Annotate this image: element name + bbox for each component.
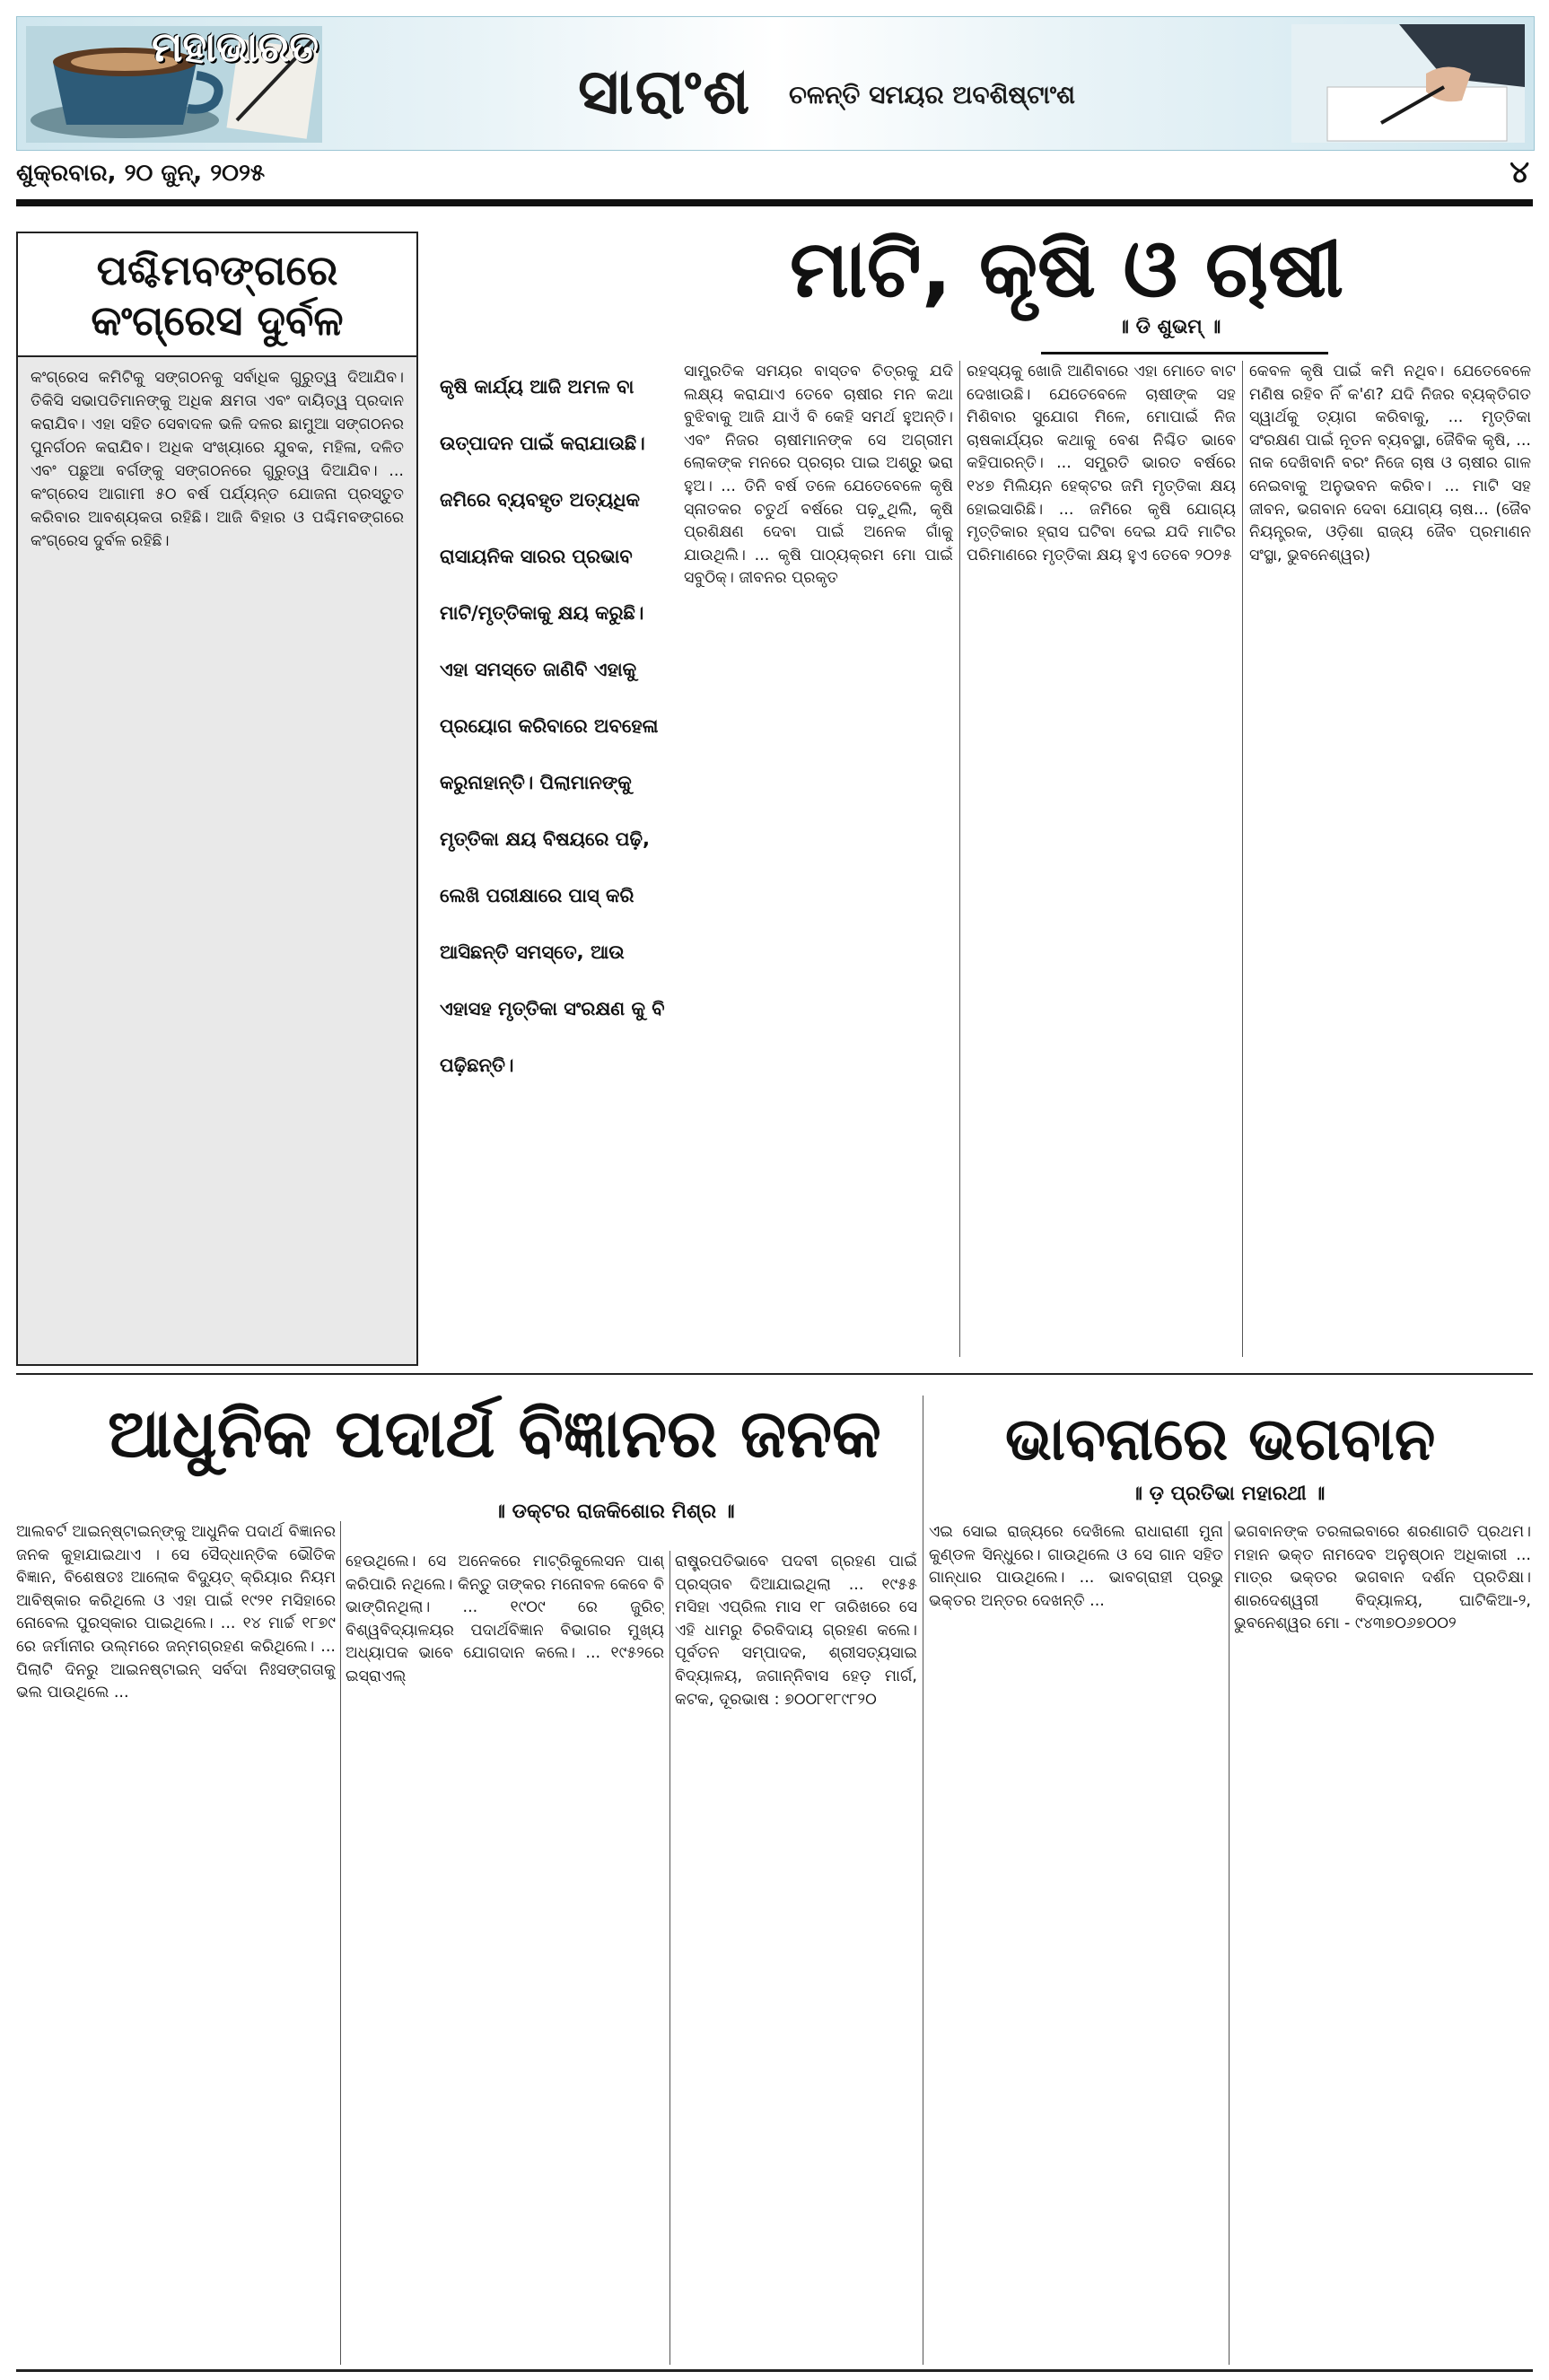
section-title: ସାରାଂଶ: [578, 55, 752, 128]
masthead-banner: [16, 16, 1535, 151]
article2-column-2: ହେଉଥିଲେ। ସେ ଅନେକରେ ମାଟ୍ରିକୁଲେସନ ପାଶ୍ କରିପାରି ନଥିଲେ। କିନ୍ତୁ ତାଙ୍କର ମନୋବଳ କେବେ ବି ଭାଙ୍ଗିନଥିଲା। ... ୧୯୦୯ ରେ ଜୁରିଚ୍ ବିଶ୍ୱବିଦ୍ୟାଳୟର ପଦାର୍ଥବିଜ୍ଞାନ ବିଭାଗର ମୁଖ୍ୟ ଅଧ୍ୟାପକ ଭାବେ ଯୋଗଦାନ କଲେ। ... ୧୯୫୨ରେ ଇସ୍ରାଏଲ୍: [346, 1553, 664, 1685]
brand-logo: ମହାଭାରତ: [152, 22, 319, 71]
article1-byline: ॥ ଡି ଶୁଭମ୍ ॥: [1117, 316, 1221, 338]
article2-byline: ॥ ଡକ୍ଟର ରାଜକିଶୋର ମିଶ୍ର ॥: [494, 1501, 735, 1523]
article1-credit: (ଜୈବ ନିୟନ୍ତ୍ରକ, ଓଡ଼ିଶା ରାଜ୍ୟ ଜୈବ ପ୍ରମାଣନ ସଂସ୍ଥା, ଭୁବନେଶ୍ୱର): [1249, 500, 1531, 564]
column-divider: [1242, 361, 1243, 1357]
article2-column-1: ଆଲବର୍ଟ ଆଇନ୍ଷ୍ଟାଇନ୍ଙ୍କୁ ଆଧୁନିକ ପଦାର୍ଥ ବିଜ୍ଞାନର ଜନକ କୁହାଯାଇଥାଏ । ସେ ସୈଦ୍ଧାନ୍ତିକ ଭୌତିକ ବିଜ୍ଞାନ, ବିଶେଷତଃ ଆଲୋକ ବିଦ୍ୟୁତ୍ କ୍ରିୟାର ନିୟମ ଆବିଷ୍କାର କରିଥିଲେ ଓ ଏହା ପାଇଁ ୧୯୨୧ ମସିହାରେ ନୋବେଲ ପୁରସ୍କାର ପାଇଥିଲେ। ... ୧୪ ମାର୍ଚ୍ଚ ୧୮୭୯ ରେ ଜର୍ମାନୀର ଉଲ୍ମରେ ଜନ୍ମଗ୍ରହଣ କରିଥିଲେ। ... ପିଲାଟି ଦିନରୁ ଆଇନଷ୍ଟାଇନ୍ ସର୍ବଦା ନିଃସଙ୍ଗତାକୁ ଭଲ ପାଉଥିଲେ ...: [16, 1523, 336, 1702]
article3-column-1: ଏଇ ସୋଇ ରାଜ୍ୟରେ ଦେଖିଲେ ରାଧାରାଣୀ ମୁନା କୁଣ୍ଡଳ ସିନ୍ଧୁରେ। ଗାଉଥିଲେ ଓ ସେ ଗାନ ସହିତ ଗାନ୍ଧାର ପାଉଥିଲେ। ... ଭାବଗ୍ରାହୀ ପ୍ରଭୁ ଭକ୍ତର ଅନ୍ତର ଦେଖନ୍ତି ...: [929, 1523, 1223, 1610]
header-rule: [16, 199, 1533, 206]
column-divider: [1229, 1521, 1230, 2365]
article1-pullquote: କୃଷି କାର୍ଯ୍ୟ ଆଜି ଅମଳ ବା ଉତ୍ପାଦନ ପାଇଁ କରାଯାଉଛି। ଜମିରେ ବ୍ୟବହୃତ ଅତ୍ୟଧିକ ରାସାୟନିକ ସାରର ପ୍ରଭାବ ମାଟି/ମୃତ୍ତିକାକୁ କ୍ଷୟ କରୁଛି। ଏହା ସମସ୍ତେ ଜାଣିବି ଏହାକୁ ପ୍ରୟୋଗ କରିବାରେ ଅବହେଳା କରୁନାହାନ୍ତି। ପିଲାମାନଙ୍କୁ ମୃତ୍ତିକା କ୍ଷୟ ବିଷୟରେ ପଢ଼ି, ଲେଖି ପରୀକ୍ଷାରେ ପାସ୍ କରି ଆସିଛନ୍ତି ସମସ୍ତେ, ଆଉ ଏହାସହ ମୃତ୍ତିକା ସଂରକ୍ଷଣ କୁ ବି ପଢ଼ିଛନ୍ତି।: [440, 376, 665, 1076]
byline-rule: [1041, 352, 1328, 354]
column-divider: [340, 1521, 341, 2365]
article1-column-3-text: କେବଳ କୃଷି ପାଇଁ କମି ନଥିବ। ଯେତେବେଳେ ମଣିଷ ରହିବ ନିଁ କ'ଣ? ଯଦି ନିଜର ବ୍ୟକ୍ତିଗତ ସ୍ୱାର୍ଥକୁ ତ୍ୟାଗ କରିବାକୁ, ... ମୃତ୍ତିକା ସଂରକ୍ଷଣ ପାଇଁ ନୂତନ ବ୍ୟବସ୍ଥା, ଜୈବିକ କୃଷି, ... ନାକ ଦେଖିବାନି ବରଂ ନିଜେ ଚାଷ ଓ ଚାଷୀର ଗାଳ ନେଇବାକୁ ଅନୁଭବନ କରିବ। ... ମାଟି ସହ ଜୀବନ, ଭଗବାନ ଦେବା ଯୋଗ୍ୟ ଚାଷ...: [1249, 363, 1531, 519]
article3-column-2-text: ଭଗବାନଙ୍କ ତରଳାଇବାରେ ଶରଣାଗତି ପ୍ରଥମ। ମହାନ ଭକ୍ତ ନାମଦେବ ଅନୁଷ୍ଠାନ ଅଧିକାରୀ ... ମାତ୍ର ଭକ୍ତର ଭଗବାନ ଦର୍ଶନ ପ୍ରତିକ୍ଷା।: [1234, 1523, 1531, 1588]
article3-column-2: [1234, 1521, 1531, 2365]
article1-column-2: ରହସ୍ୟକୁ ଖୋଜି ଆଣିବାରେ ଏହା ମୋତେ ବାଟ ଦେଖାଉଛି। ଯେତେବେଳେ ଚାଷୀଙ୍କ ସହ ମିଶିବାର ସୁଯୋଗ ମିଳେ, ମୋପାଇଁ ନିଜ ଚାଷକାର୍ଯ୍ୟର କଥାକୁ ବେଶ ନିଶ୍ଚିତ ଭାବେ କହିପାରନ୍ତି। ... ସମ୍ପ୍ରତି ଭାରତ ବର୍ଷରେ ୧୪୭ ମିଲିୟନ ହେକ୍ଟର ଜମି ମୃତ୍ତିକା କ୍ଷୟ ହୋଇସାରିଛି। ... ଜମିରେ କୃଷି ଯୋଗ୍ୟ ମୃତ୍ତିକାର ହ୍ରାସ ଘଟିବା ଦେଇ ଯଦି ମାଟିର ପରିମାଣରେ ମୃତ୍ତିକା କ୍ଷୟ ହୁଏ ତେବେ ୨୦୨୫: [967, 363, 1236, 564]
article2-column-3-text: ରାଷ୍ଟ୍ରପତିଭାବେ ପଦବୀ ଗ୍ରହଣ ପାଇଁ ପ୍ରସ୍ତାବ ଦିଆଯାଇଥିଲା ... ୧୯୫୫ ମସିହା ଏପ୍ରିଲ ମାସ ୧୮ ତାରିଖରେ ସେ ଏହି ଧାମରୁ ଚିରବିଦାୟ ଗ୍ରହଣ କଲେ।: [675, 1553, 917, 1640]
article1-headline: ମାଟି, କୃଷି ଓ ଚାଷୀ: [790, 223, 1344, 315]
section-subtitle: ଚଳନ୍ତି ସମୟର ଅବଶିଷ୍ଟାଂଶ: [789, 80, 1075, 109]
article3-byline: ॥ ଡ଼ ପ୍ରତିଭା ମହାରଥୀ ॥: [1131, 1483, 1326, 1505]
article3-credit: ଶାରଦେଶ୍ୱରୀ ବିଦ୍ୟାଳୟ, ଘାଟିକିଆ-୨, ଭୁବନେଶ୍ୱର ମୋ - ୯୪୩୭୦୬୭୦୦୨: [1234, 1591, 1531, 1633]
footer-rule: [16, 2369, 1533, 2372]
article2-credit: ପୂର୍ବତନ ସମ୍ପାଦକ, ଶ୍ରୀସତ୍ୟସାଇ ବିଦ୍ୟାଳୟ, ଜଗାନ୍ନିବାସ ହେଡ଼ ମାର୍ଗ, କଟକ, ଦୂରଭାଷ : ୭୦୦୮୧୮୯୮୨୦: [675, 1644, 917, 1709]
article3-headline: ଭାବନାରେ ଭଗବାନ: [1005, 1404, 1436, 1474]
article1-column-3: [1249, 361, 1531, 1357]
column-divider: [959, 361, 960, 1357]
sidebar-article: [16, 232, 418, 1366]
section-rule: [16, 1373, 1533, 1375]
issue-date: ଶୁକ୍ରବାର, ୨୦ ଜୁନ୍, ୨୦୨୫: [16, 160, 266, 187]
page-number: ୪: [1510, 154, 1529, 190]
article2-headline: ଆଧୁନିକ ପଦାର୍ଥ ବିଜ୍ଞାନର ଜନକ: [108, 1396, 881, 1473]
column-divider: [669, 1551, 670, 2365]
sidebar-body: କଂଗ୍ରେସ କମିଟିକୁ ସଙ୍ଗଠନକୁ ସର୍ବାଧିକ ଗୁରୁତ୍ୱ ଦିଆଯିବ। ତିକିସି ସଭାପତିମାନଙ୍କୁ ଅଧିକ କ୍ଷମତା ଏବଂ ଦାୟିତ୍ୱ ପ୍ରଦାନ କରାଯିବ। ଏହା ସହିତ ସେବାଦଳ ଭଳି ଦଳର ଛାମୁଆ ସଙ୍ଗଠନର ପୁନର୍ଗଠନ କରାଯିବ। ଅଧିକ ସଂଖ୍ୟାରେ ଯୁବକ, ମହିଳା, ଦଳିତ ଏବଂ ପଛୁଆ ବର୍ଗଙ୍କୁ ସଙ୍ଗଠନରେ ଗୁରୁତ୍ୱ ଦିଆଯିବ। ... କଂଗ୍ରେସ ଆଗାମୀ ୫୦ ବର୍ଷ ପର୍ଯ୍ୟନ୍ତ ଯୋଜନା ପ୍ରସ୍ତୁତ କରିବାର ଆବଶ୍ୟକତା ରହିଛି। ଆଜି ବିହାର ଓ ପଶ୍ଚିମବଙ୍ଗରେ କଂଗ୍ରେସ ଦୁର୍ବଳ ରହିଛି।: [31, 369, 404, 550]
sidebar-headline: ପଶ୍ଚିମବଙ୍ଗରେ କଂଗ୍ରେସ ଦୁର୍ବଳ: [18, 233, 416, 357]
article2-column-3: [675, 1551, 917, 2365]
article1-column-1: ସାମ୍ପ୍ରତିକ ସମୟର ବାସ୍ତବ ଚିତ୍ରକୁ ଯଦି ଲକ୍ଷ୍ୟ କରାଯାଏ ତେବେ ଚାଷୀର ମନ କଥା ବୁଝିବାକୁ ଆଜି ଯାଏଁ ବି କେହି ସମର୍ଥ ହୁଅନ୍ତି। ଏବଂ ନିଜର ଚାଷୀମାନଙ୍କ ସେ ଅଗ୍ରୀମ ଲୋକଙ୍କ ମନରେ ପ୍ରଚାର ପାଇ ଅଶ୍ରୁ ଭରା ହୁଅ। ... ତିନି ବର୍ଷ ତଳେ ଯେତେବେଳେ କୃଷି ସ୍ନାତକର ଚତୁର୍ଥ ବର୍ଷରେ ପଢ଼ୁଥିଲି, କୃଷି ପ୍ରଶିକ୍ଷଣ ଦେବା ପାଇଁ ଅନେକ ଗାଁକୁ ଯାଉଥିଲି। ... କୃଷି ପାଠ୍ୟକ୍ରମ ମୋ ପାଇଁ ସବୁଠିକ୍। ଜୀବନର ପ୍ରକୃତ: [684, 363, 953, 588]
writing-hand-illustration: [1291, 24, 1525, 143]
